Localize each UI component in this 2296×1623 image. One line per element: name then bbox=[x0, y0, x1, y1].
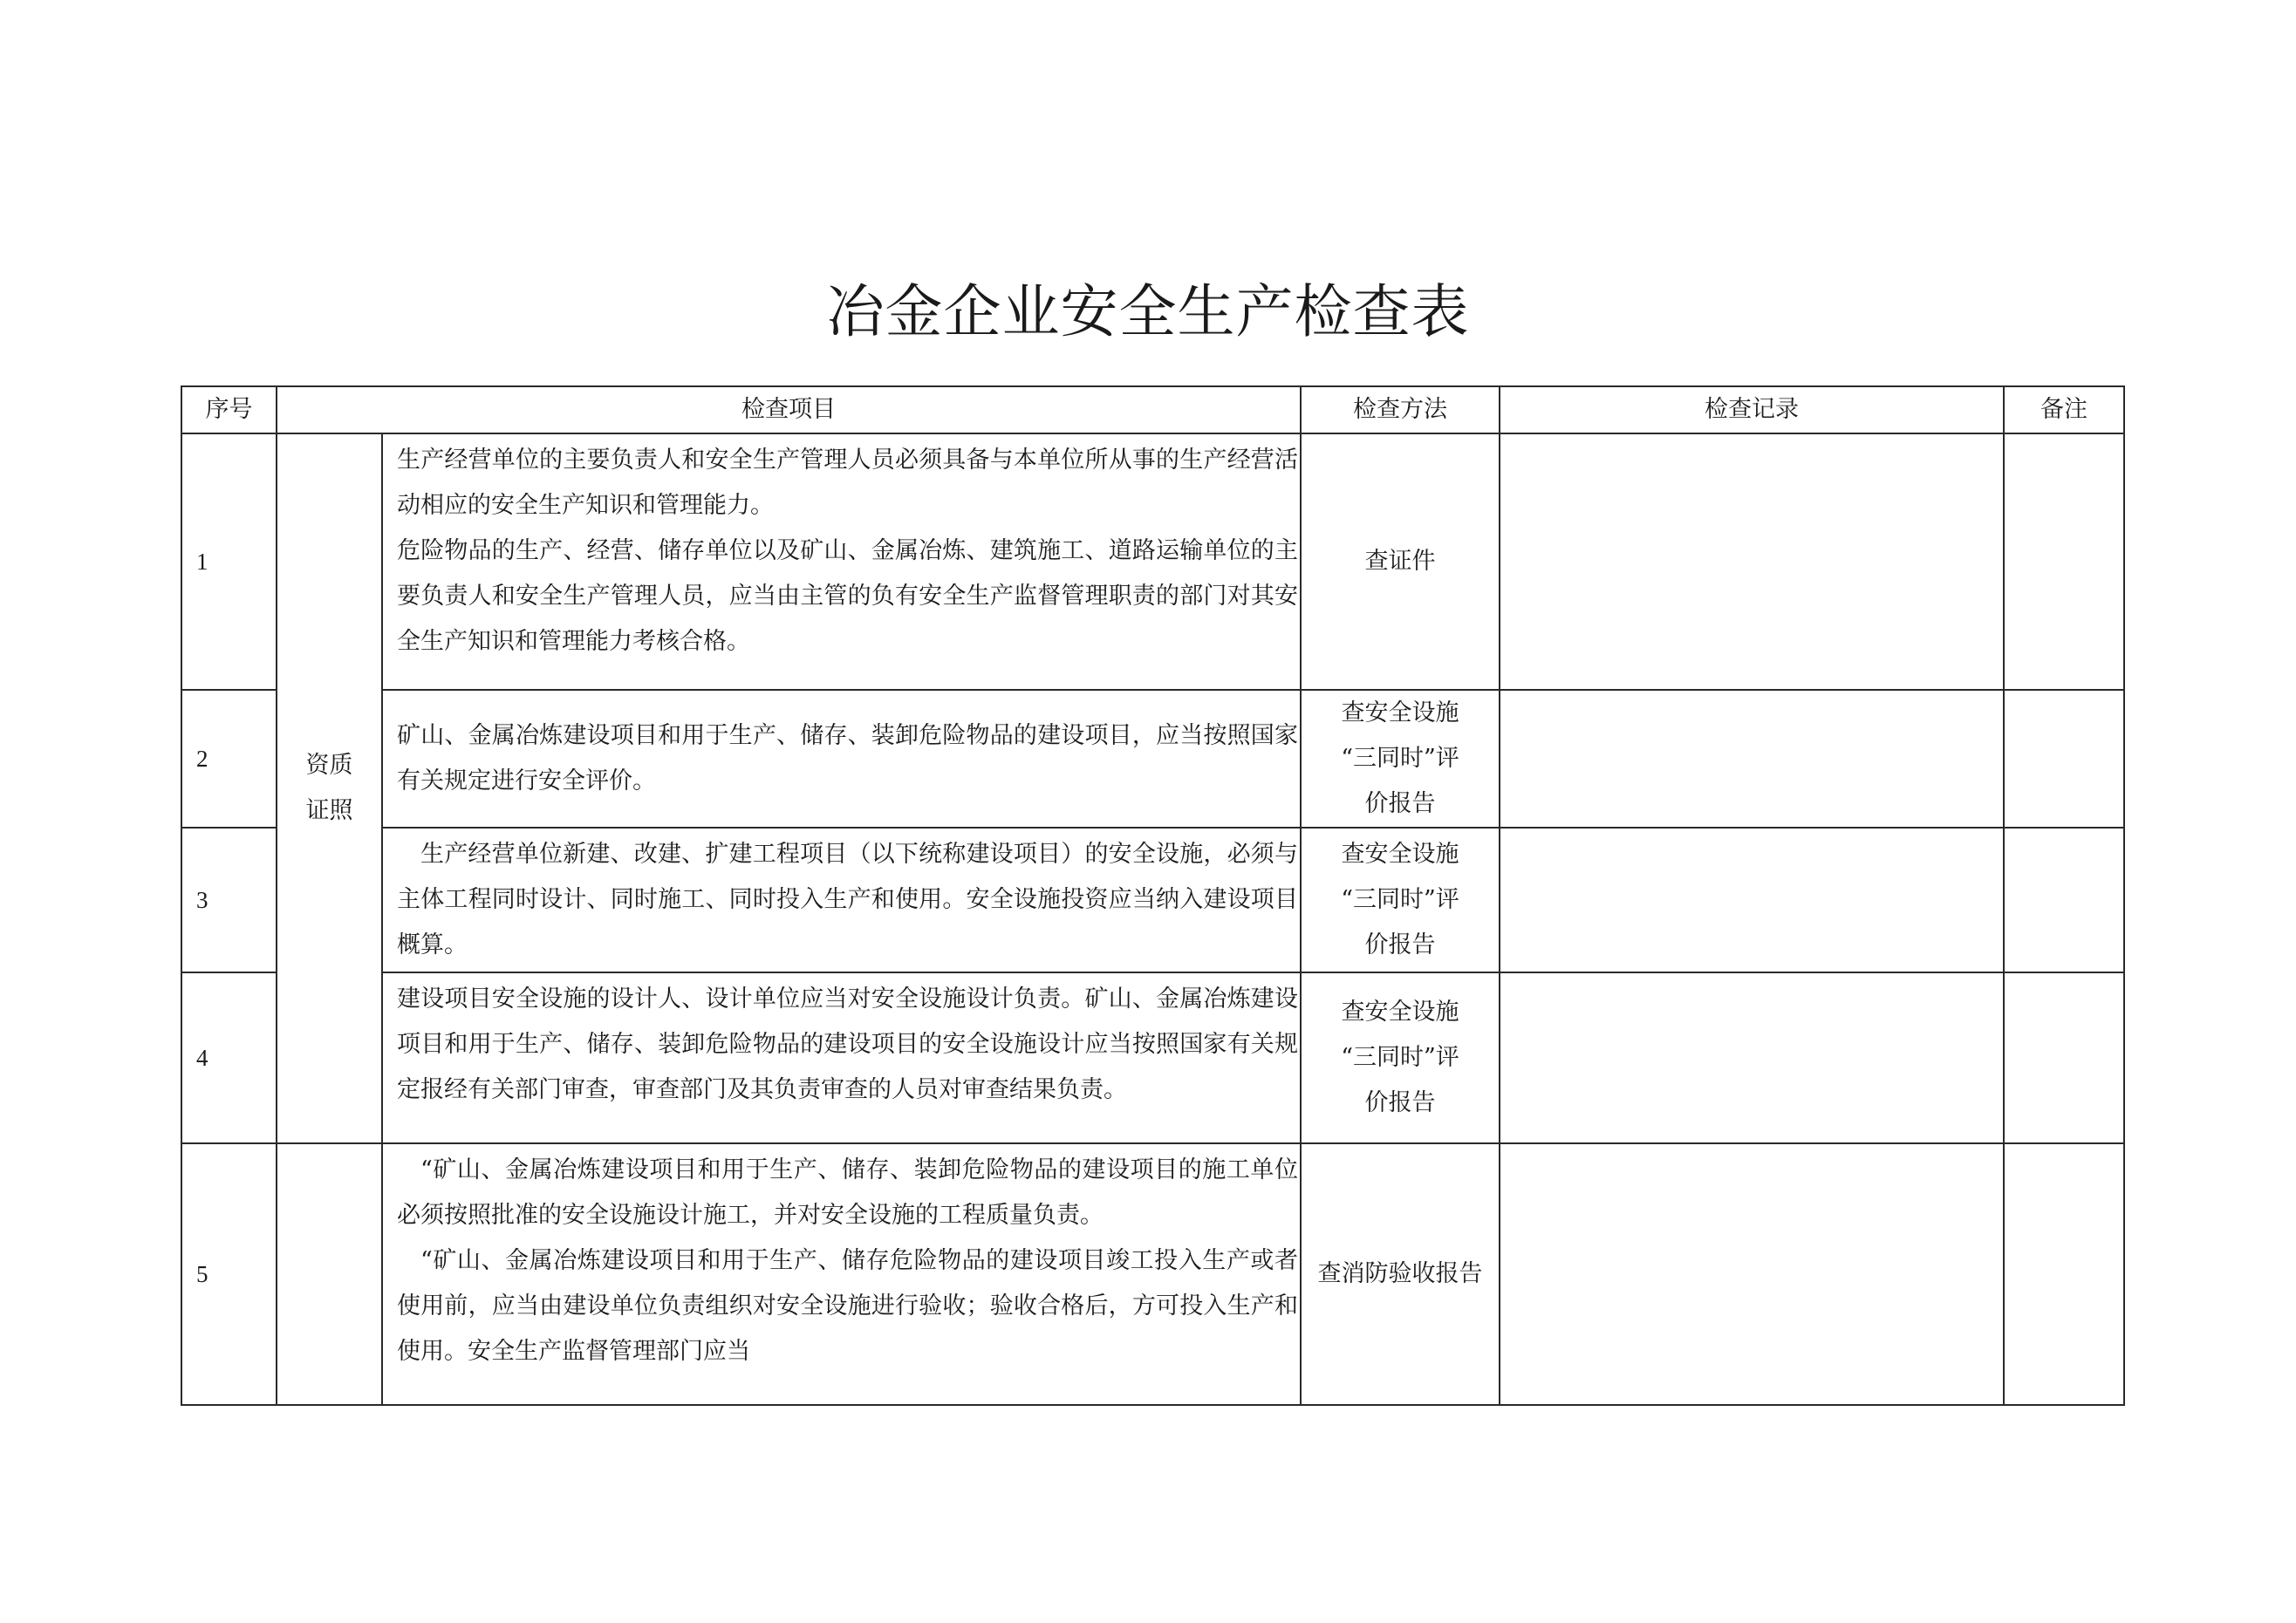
method-line: 价报告 bbox=[1364, 1089, 1436, 1116]
content-paragraph: 矿山、金属冶炼建设项目和用于生产、储存、装卸危险物品的建设项目，应当按照国家有关规定进行安全评价。 bbox=[397, 722, 1298, 794]
category-label-line: 证照 bbox=[305, 797, 353, 824]
table-row bbox=[181, 828, 2124, 972]
method-line: 查安全设施 bbox=[1341, 841, 1459, 868]
row-method bbox=[1301, 972, 1500, 1143]
header-seq: 序号 bbox=[181, 386, 277, 433]
note-cell[interactable] bbox=[2004, 690, 2124, 828]
row-seq: 2 bbox=[181, 690, 277, 828]
row-content bbox=[382, 828, 1301, 972]
content-paragraph: “矿山、金属冶炼建设项目和用于生产、储存危险物品的建设项目竣工投入生产或者使用前，应当由建设单位负责组织对安全设施进行验收；验收合格后，方可投入生产和使用。安全生产监督管理部门应当 bbox=[397, 1247, 1298, 1365]
row-content bbox=[382, 690, 1301, 828]
row-seq: 1 bbox=[181, 433, 277, 690]
method-line: 查安全设施 bbox=[1341, 699, 1459, 726]
record-cell[interactable] bbox=[1500, 828, 2004, 972]
category-cell-empty bbox=[277, 1143, 382, 1405]
record-cell[interactable] bbox=[1500, 433, 2004, 690]
content-paragraph: “矿山、金属冶炼建设项目和用于生产、储存、装卸危险物品的建设项目的施工单位必须按照批准的安全设施设计施工，并对安全设施的工程质量负责。 bbox=[397, 1156, 1298, 1229]
record-cell[interactable] bbox=[1500, 690, 2004, 828]
note-cell[interactable] bbox=[2004, 828, 2124, 972]
row-method bbox=[1301, 1143, 1500, 1405]
header-note: 备注 bbox=[2004, 386, 2124, 433]
header-method: 检查方法 bbox=[1301, 386, 1500, 433]
row-method bbox=[1301, 433, 1500, 690]
method-line: 价报告 bbox=[1364, 931, 1436, 958]
method-line: “三同时”评 bbox=[1341, 745, 1459, 772]
row-method bbox=[1301, 690, 1500, 828]
table-row bbox=[181, 1143, 2124, 1405]
document-title: 冶金企业安全生产检查表 bbox=[826, 278, 1470, 345]
row-content bbox=[382, 1143, 1301, 1405]
method-line: “三同时”评 bbox=[1341, 886, 1459, 913]
row-seq: 4 bbox=[181, 972, 277, 1143]
table-row bbox=[181, 433, 2124, 690]
row-content bbox=[382, 433, 1301, 690]
method-line: 价报告 bbox=[1364, 790, 1436, 817]
table-row bbox=[181, 690, 2124, 828]
row-content bbox=[382, 972, 1301, 1143]
row-method bbox=[1301, 828, 1500, 972]
content-paragraph: 建设项目安全设施的设计人、设计单位应当对安全设施设计负责。矿山、金属冶炼建设项目和用于生产、储存、装卸危险物品的建设项目的安全设施设计应当按照国家有关规定报经有关部门审查，审查部门及其负责审查的人员对审查结果负责。 bbox=[397, 985, 1298, 1103]
content-paragraph: 危险物品的生产、经营、储存单位以及矿山、金属冶炼、建筑施工、道路运输单位的主要负责人和安全生产管理人员，应当由主管的负有安全生产监督管理职责的部门对其安全生产知识和管理能力考核合格。 bbox=[397, 537, 1298, 655]
row-seq: 5 bbox=[181, 1143, 277, 1405]
content-paragraph: 生产经营单位的主要负责人和安全生产管理人员必须具备与本单位所从事的生产经营活动相应的安全生产知识和管理能力。 bbox=[397, 447, 1298, 519]
record-cell[interactable] bbox=[1500, 1143, 2004, 1405]
category-cell bbox=[277, 433, 382, 1143]
note-cell[interactable] bbox=[2004, 972, 2124, 1143]
inspection-table bbox=[181, 385, 2125, 1406]
table-header-row bbox=[181, 386, 2124, 433]
row-seq: 3 bbox=[181, 828, 277, 972]
method-line: 查安全设施 bbox=[1341, 999, 1459, 1026]
method-line: 查证件 bbox=[1364, 548, 1436, 575]
header-item: 检查项目 bbox=[277, 386, 1301, 433]
table-row bbox=[181, 972, 2124, 1143]
method-line: “三同时”评 bbox=[1341, 1044, 1459, 1071]
category-label-line: 资质 bbox=[305, 752, 353, 779]
note-cell[interactable] bbox=[2004, 433, 2124, 690]
header-record: 检查记录 bbox=[1500, 386, 2004, 433]
note-cell[interactable] bbox=[2004, 1143, 2124, 1405]
method-line: 查消防验收报告 bbox=[1317, 1260, 1483, 1287]
record-cell[interactable] bbox=[1500, 972, 2004, 1143]
content-paragraph: 生产经营单位新建、改建、扩建工程项目（以下统称建设项目）的安全设施，必须与主体工程同时设计、同时施工、同时投入生产和使用。安全设施投资应当纳入建设项目概算。 bbox=[397, 841, 1298, 958]
